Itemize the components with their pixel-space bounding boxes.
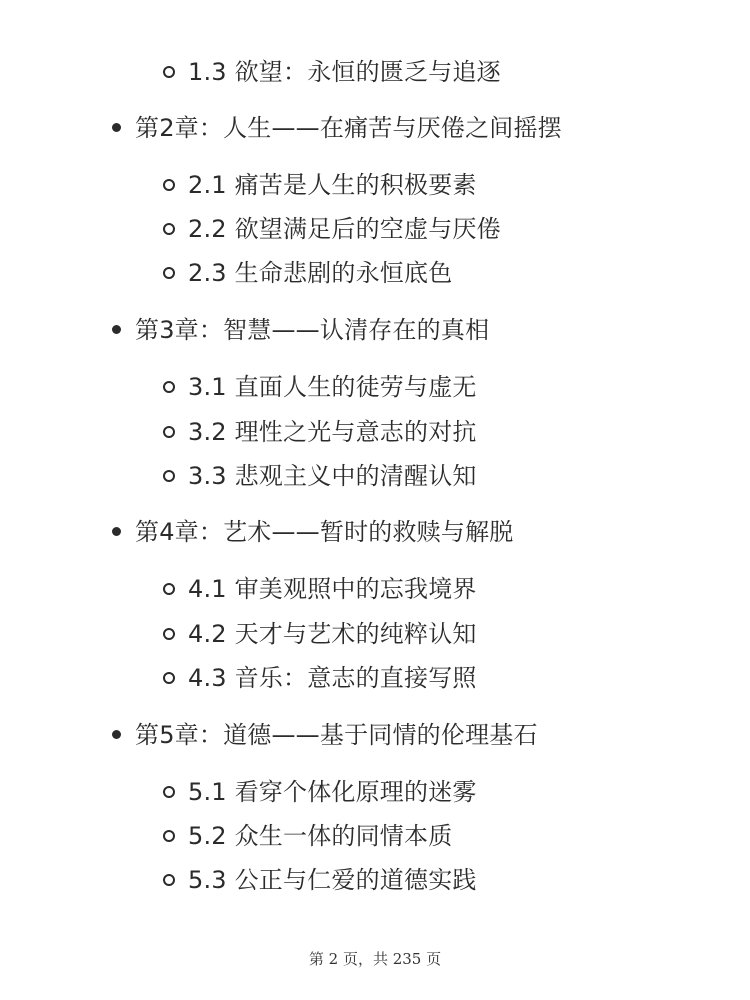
toc-section-label: 1.3 欲望：永恒的匮乏与追逐 xyxy=(188,58,501,86)
hollow-circle-bullet-icon xyxy=(163,179,175,191)
toc-chapter-label: 第5章：道德——基于同情的伦理基石 xyxy=(135,721,538,749)
filled-circle-bullet-icon xyxy=(112,123,121,132)
hollow-circle-bullet-icon xyxy=(163,470,175,482)
hollow-circle-bullet-icon xyxy=(163,628,175,640)
toc-section-item[interactable] xyxy=(0,52,750,92)
toc-section-item[interactable] xyxy=(0,658,750,698)
toc-chapter-label: 第3章：智慧——认清存在的真相 xyxy=(135,316,490,344)
toc-chapter-label: 第2章：人生——在痛苦与厌倦之间摇摆 xyxy=(135,114,562,142)
toc-section-label: 4.3 音乐：意志的直接写照 xyxy=(188,664,477,692)
toc-section-label: 3.1 直面人生的徒劳与虚无 xyxy=(188,373,477,401)
filled-circle-bullet-icon xyxy=(112,730,121,739)
toc-section-label: 4.1 审美观照中的忘我境界 xyxy=(188,575,477,603)
filled-circle-bullet-icon xyxy=(112,527,121,536)
hollow-circle-bullet-icon xyxy=(163,381,175,393)
hollow-circle-bullet-icon xyxy=(163,874,175,886)
hollow-circle-bullet-icon xyxy=(163,426,175,438)
toc-section-label: 5.1 看穿个体化原理的迷雾 xyxy=(188,778,477,806)
toc-section-item[interactable] xyxy=(0,367,750,407)
toc-section-item[interactable] xyxy=(0,456,750,496)
hollow-circle-bullet-icon xyxy=(163,830,175,842)
toc-section-label: 3.3 悲观主义中的清醒认知 xyxy=(188,462,477,490)
hollow-circle-bullet-icon xyxy=(163,672,175,684)
toc-section-item[interactable] xyxy=(0,253,750,293)
toc-section-label: 2.2 欲望满足后的空虚与厌倦 xyxy=(188,215,501,243)
toc-section-label: 5.3 公正与仁爱的道德实践 xyxy=(188,866,477,894)
filled-circle-bullet-icon xyxy=(112,325,121,334)
hollow-circle-bullet-icon xyxy=(163,267,175,279)
toc-section-label: 2.3 生命悲剧的永恒底色 xyxy=(188,259,453,287)
page-number-footer: 第 2 页，共 235 页 xyxy=(308,950,442,968)
toc-section-label: 4.2 天才与艺术的纯粹认知 xyxy=(188,620,477,648)
toc-section-item[interactable] xyxy=(0,209,750,249)
hollow-circle-bullet-icon xyxy=(163,786,175,798)
toc-chapter-item[interactable] xyxy=(0,310,750,350)
toc-section-item[interactable] xyxy=(0,165,750,205)
toc-chapter-label: 第4章：艺术——暂时的救赎与解脱 xyxy=(135,518,514,546)
toc-chapter-item[interactable] xyxy=(0,512,750,552)
toc-section-item[interactable] xyxy=(0,860,750,900)
toc-section-item[interactable] xyxy=(0,614,750,654)
hollow-circle-bullet-icon xyxy=(163,223,175,235)
hollow-circle-bullet-icon xyxy=(163,583,175,595)
toc-section-item[interactable] xyxy=(0,816,750,856)
toc-chapter-item[interactable] xyxy=(0,108,750,148)
toc-section-item[interactable] xyxy=(0,772,750,812)
toc-section-item[interactable] xyxy=(0,569,750,609)
toc-section-label: 5.2 众生一体的同情本质 xyxy=(188,822,453,850)
toc-section-item[interactable] xyxy=(0,412,750,452)
toc-section-label: 3.2 理性之光与意志的对抗 xyxy=(188,418,477,446)
hollow-circle-bullet-icon xyxy=(163,66,175,78)
toc-chapter-item[interactable] xyxy=(0,715,750,755)
toc-section-label: 2.1 痛苦是人生的积极要素 xyxy=(188,171,477,199)
